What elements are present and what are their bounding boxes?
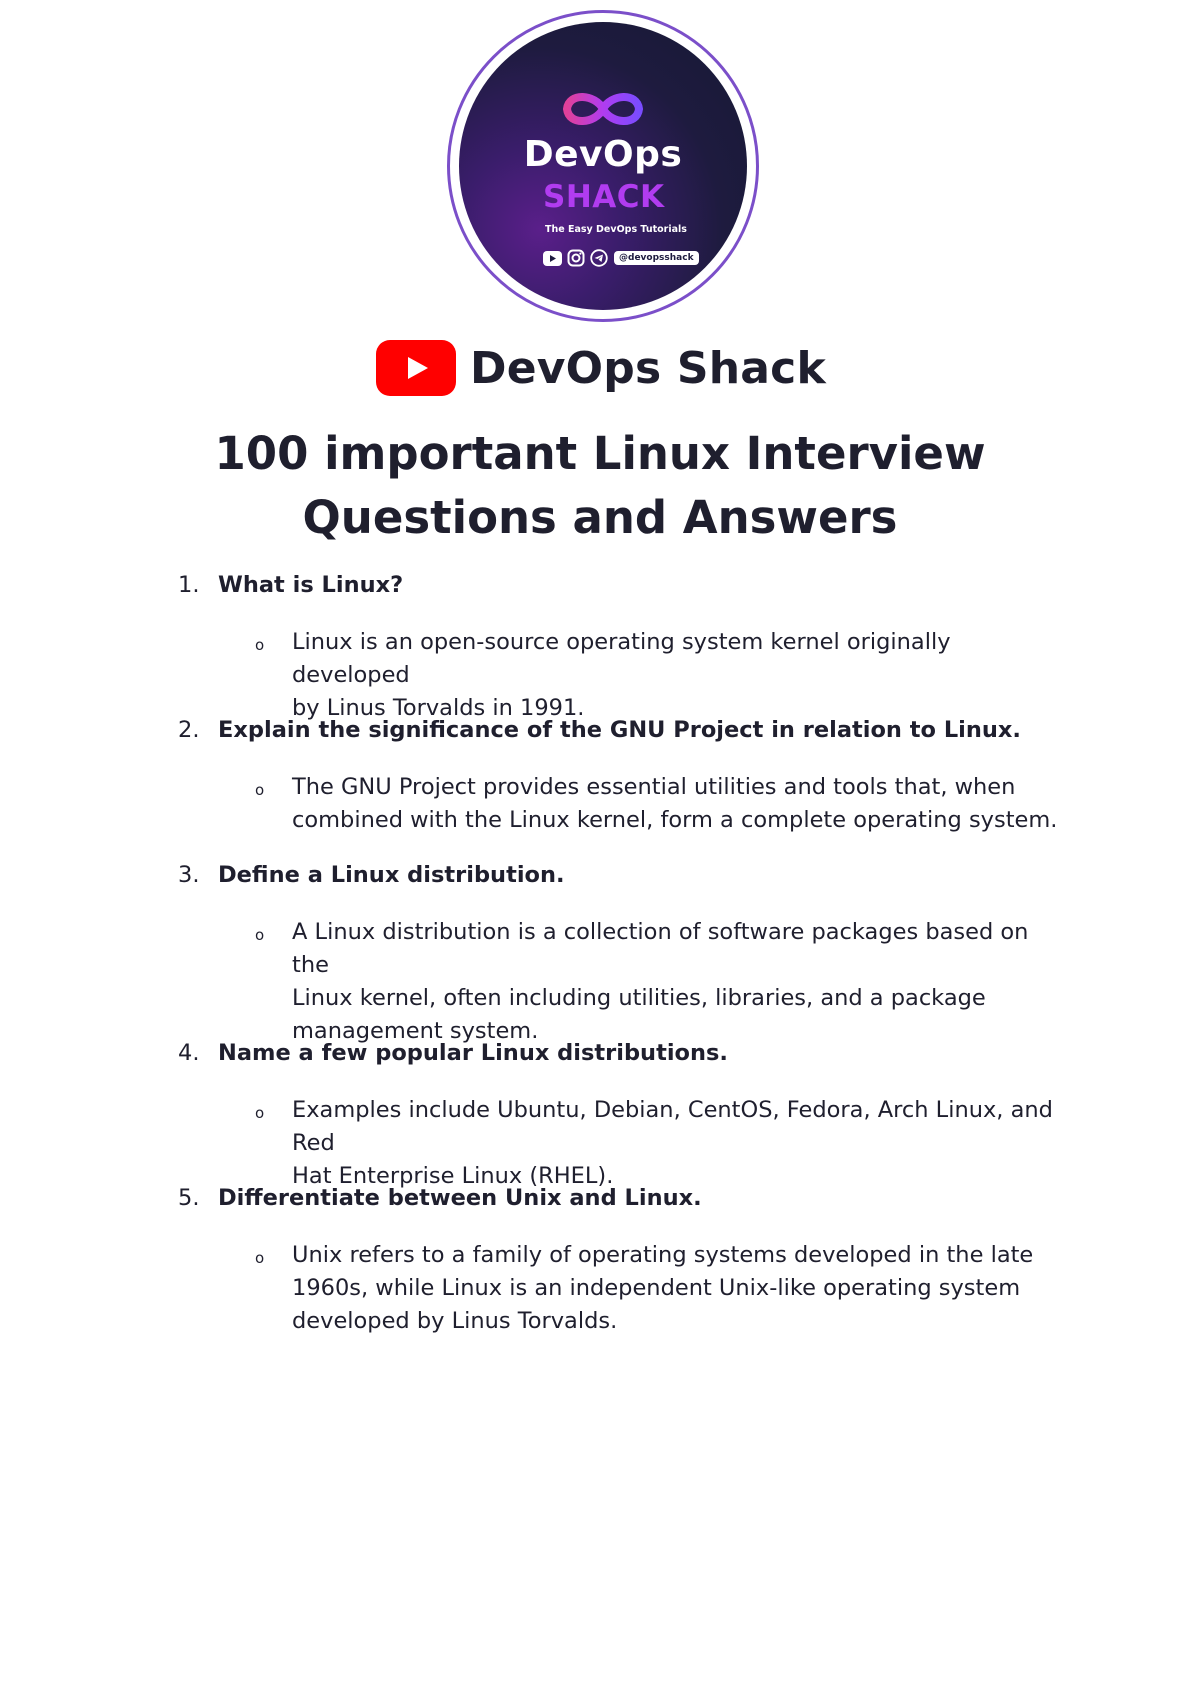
youtube-icon <box>376 340 456 396</box>
youtube-icon <box>543 249 562 268</box>
answer-text: Examples include Ubuntu, Debian, CentOS, Fedora, Arch Linux, and Red Hat Enterprise Linux (RHEL). <box>292 1097 1053 1189</box>
answer-bullet: o <box>255 926 265 944</box>
channel-name: DevOps Shack <box>470 342 826 394</box>
answer-bullet: o <box>255 1249 265 1267</box>
question-text: Differentiate between Unix and Linux. <box>218 1185 702 1211</box>
answer-text: The GNU Project provides essential utilities and tools that, when combined with the Linux kernel, form a complete operating system. <box>292 774 1058 833</box>
answer-text: Linux is an open-source operating system kernel originally developed by Linus Torvalds in 1991. <box>292 629 951 721</box>
logo-disc <box>459 22 747 310</box>
answer-bullet: o <box>255 1104 265 1122</box>
infinity-icon <box>555 84 651 134</box>
devops-shack-logo <box>447 10 759 322</box>
answer-text: A Linux distribution is a collection of software packages based on the Linux kernel, often including utilities, libraries, and a package management system. <box>292 919 1029 1044</box>
page-title-line1: 100 important Linux Interview <box>214 427 986 480</box>
logo-brand-devops: DevOps <box>523 134 683 175</box>
page-title <box>150 422 1050 550</box>
logo-tagline: The Easy DevOps Tutorials <box>545 224 687 235</box>
page-title-line2: Questions and Answers <box>302 491 898 544</box>
logo-brand-shack: SHACK <box>543 179 665 215</box>
question-number: 5. <box>178 1185 200 1211</box>
answer-bullet: o <box>255 636 265 654</box>
question-number: 3. <box>178 862 200 888</box>
logo-social-row <box>543 248 699 268</box>
question-text: Name a few popular Linux distributions. <box>218 1040 728 1066</box>
channel-header <box>376 340 826 396</box>
question-text: Define a Linux distribution. <box>218 862 565 888</box>
question-text: Explain the significance of the GNU Project in relation to Linux. <box>218 717 1021 743</box>
answer-bullet: o <box>255 781 265 799</box>
question-number: 4. <box>178 1040 200 1066</box>
question-text: What is Linux? <box>218 572 404 598</box>
question-number: 1. <box>178 572 200 598</box>
question-number: 2. <box>178 717 200 743</box>
answer-text: Unix refers to a family of operating systems developed in the late 1960s, while Linux is an independent Unix-like operating system developed by Linus Torvalds. <box>292 1242 1034 1334</box>
logo-handle: @devopsshack <box>614 251 699 265</box>
instagram-icon <box>566 249 585 268</box>
telegram-icon <box>589 249 608 268</box>
